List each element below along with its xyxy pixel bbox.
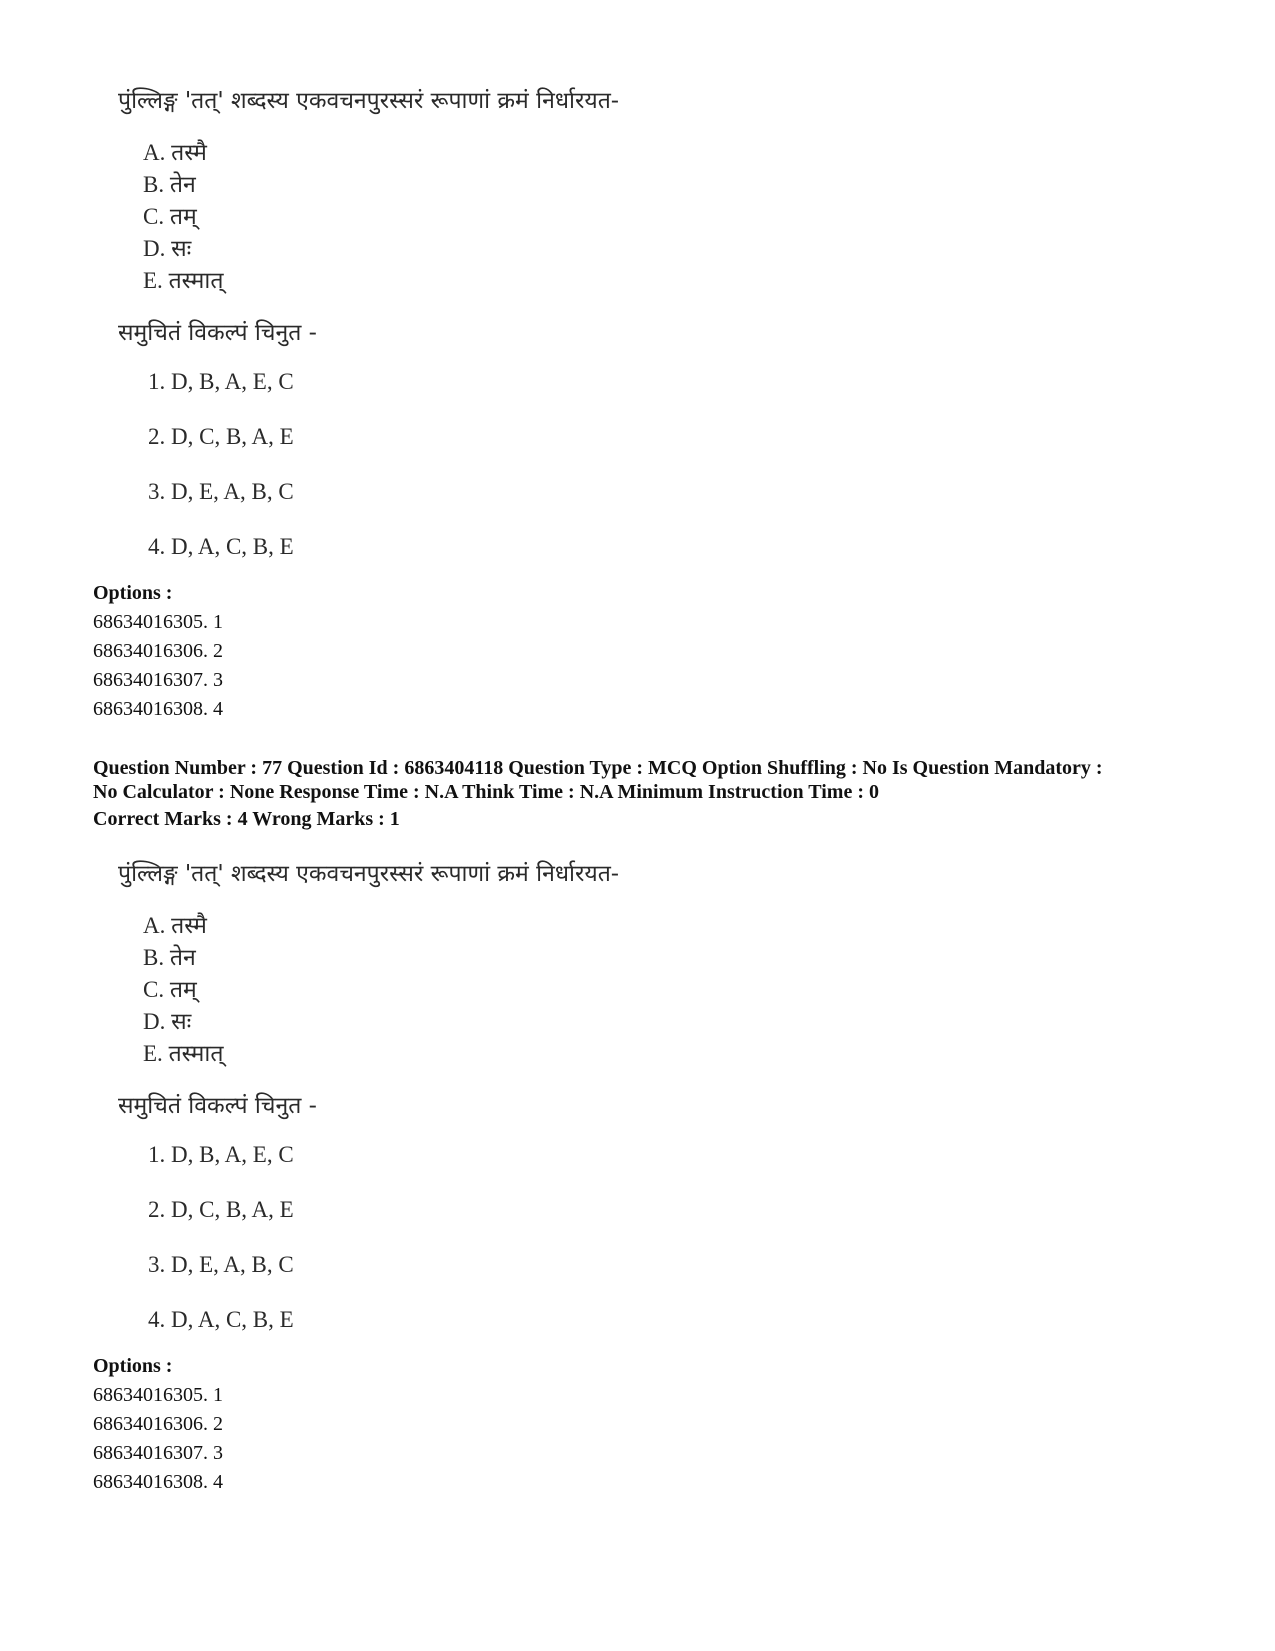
meta-line: Question Number : 77 Question Id : 6863404118 Question Type : MCQ Option Shuffling : No Is Question Mandatory : [93,757,1103,779]
choice-item: 3. D, E, A, B, C [148,479,294,504]
item-label: B. [143,945,165,970]
choice-item: 2. D, C, B, A, E [148,1197,294,1222]
question-instruction: समुचितं विकल्पं चिनुत - [118,1093,317,1119]
meta-line: No Calculator : None Response Time : N.A Think Time : N.A Minimum Instruction Time : 0 [93,781,879,803]
list-item [143,201,223,233]
question-instruction: समुचितं विकल्पं चिनुत - [118,320,317,346]
item-text: तम् [169,204,197,230]
list-item [143,1006,223,1038]
options-block [93,1352,223,1497]
item-text: तम् [169,977,197,1003]
choice-item: 4. D, A, C, B, E [148,534,294,559]
item-text: तेन [169,172,196,198]
item-text: तस्मै [171,913,207,939]
list-item [143,974,223,1006]
options-title: Options : [93,1355,173,1377]
option-id: 68634016307. 3 [93,669,223,691]
option-id: 68634016305. 1 [93,1384,223,1406]
options-title: Options : [93,582,173,604]
marks-line: Correct Marks : 4 Wrong Marks : 1 [93,808,400,830]
choice-list [148,1140,294,1360]
item-label: C. [143,204,165,229]
item-text: तस्मात् [168,268,224,294]
item-label: B. [143,172,165,197]
choice-item: 1. D, B, A, E, C [148,369,294,394]
item-label: A. [143,140,166,165]
option-id: 68634016306. 2 [93,1413,223,1435]
option-id: 68634016306. 2 [93,640,223,662]
item-list [143,910,223,1070]
option-id: 68634016307. 3 [93,1442,223,1464]
choice-item: 3. D, E, A, B, C [148,1252,294,1277]
list-item [143,169,223,201]
list-item [143,942,223,974]
item-label: E. [143,1041,163,1066]
list-item [143,137,223,169]
item-text: तेन [169,945,196,971]
question-meta [93,756,1213,831]
item-text: सः [171,1009,192,1035]
question-stem: पुंल्लिङ्ग 'तत्' शब्दस्य एकवचनपुरस्सरं रूपाणां क्रमं निर्धारयत- [118,88,620,114]
list-item [143,1038,223,1070]
option-id: 68634016305. 1 [93,611,223,633]
item-label: C. [143,977,165,1002]
item-label: D. [143,236,166,261]
list-item [143,265,223,297]
choice-item: 4. D, A, C, B, E [148,1307,294,1332]
option-id: 68634016308. 4 [93,1471,223,1493]
item-list [143,137,223,297]
item-label: E. [143,268,163,293]
option-id: 68634016308. 4 [93,698,223,720]
item-label: A. [143,913,166,938]
choice-list [148,367,294,587]
item-label: D. [143,1009,166,1034]
choice-item: 2. D, C, B, A, E [148,424,294,449]
options-block [93,579,223,724]
list-item [143,910,223,942]
choice-item: 1. D, B, A, E, C [148,1142,294,1167]
item-text: तस्मात् [168,1041,224,1067]
item-text: तस्मै [171,140,207,166]
question-stem: पुंल्लिङ्ग 'तत्' शब्दस्य एकवचनपुरस्सरं रूपाणां क्रमं निर्धारयत- [118,861,620,887]
item-text: सः [171,236,192,262]
list-item [143,233,223,265]
